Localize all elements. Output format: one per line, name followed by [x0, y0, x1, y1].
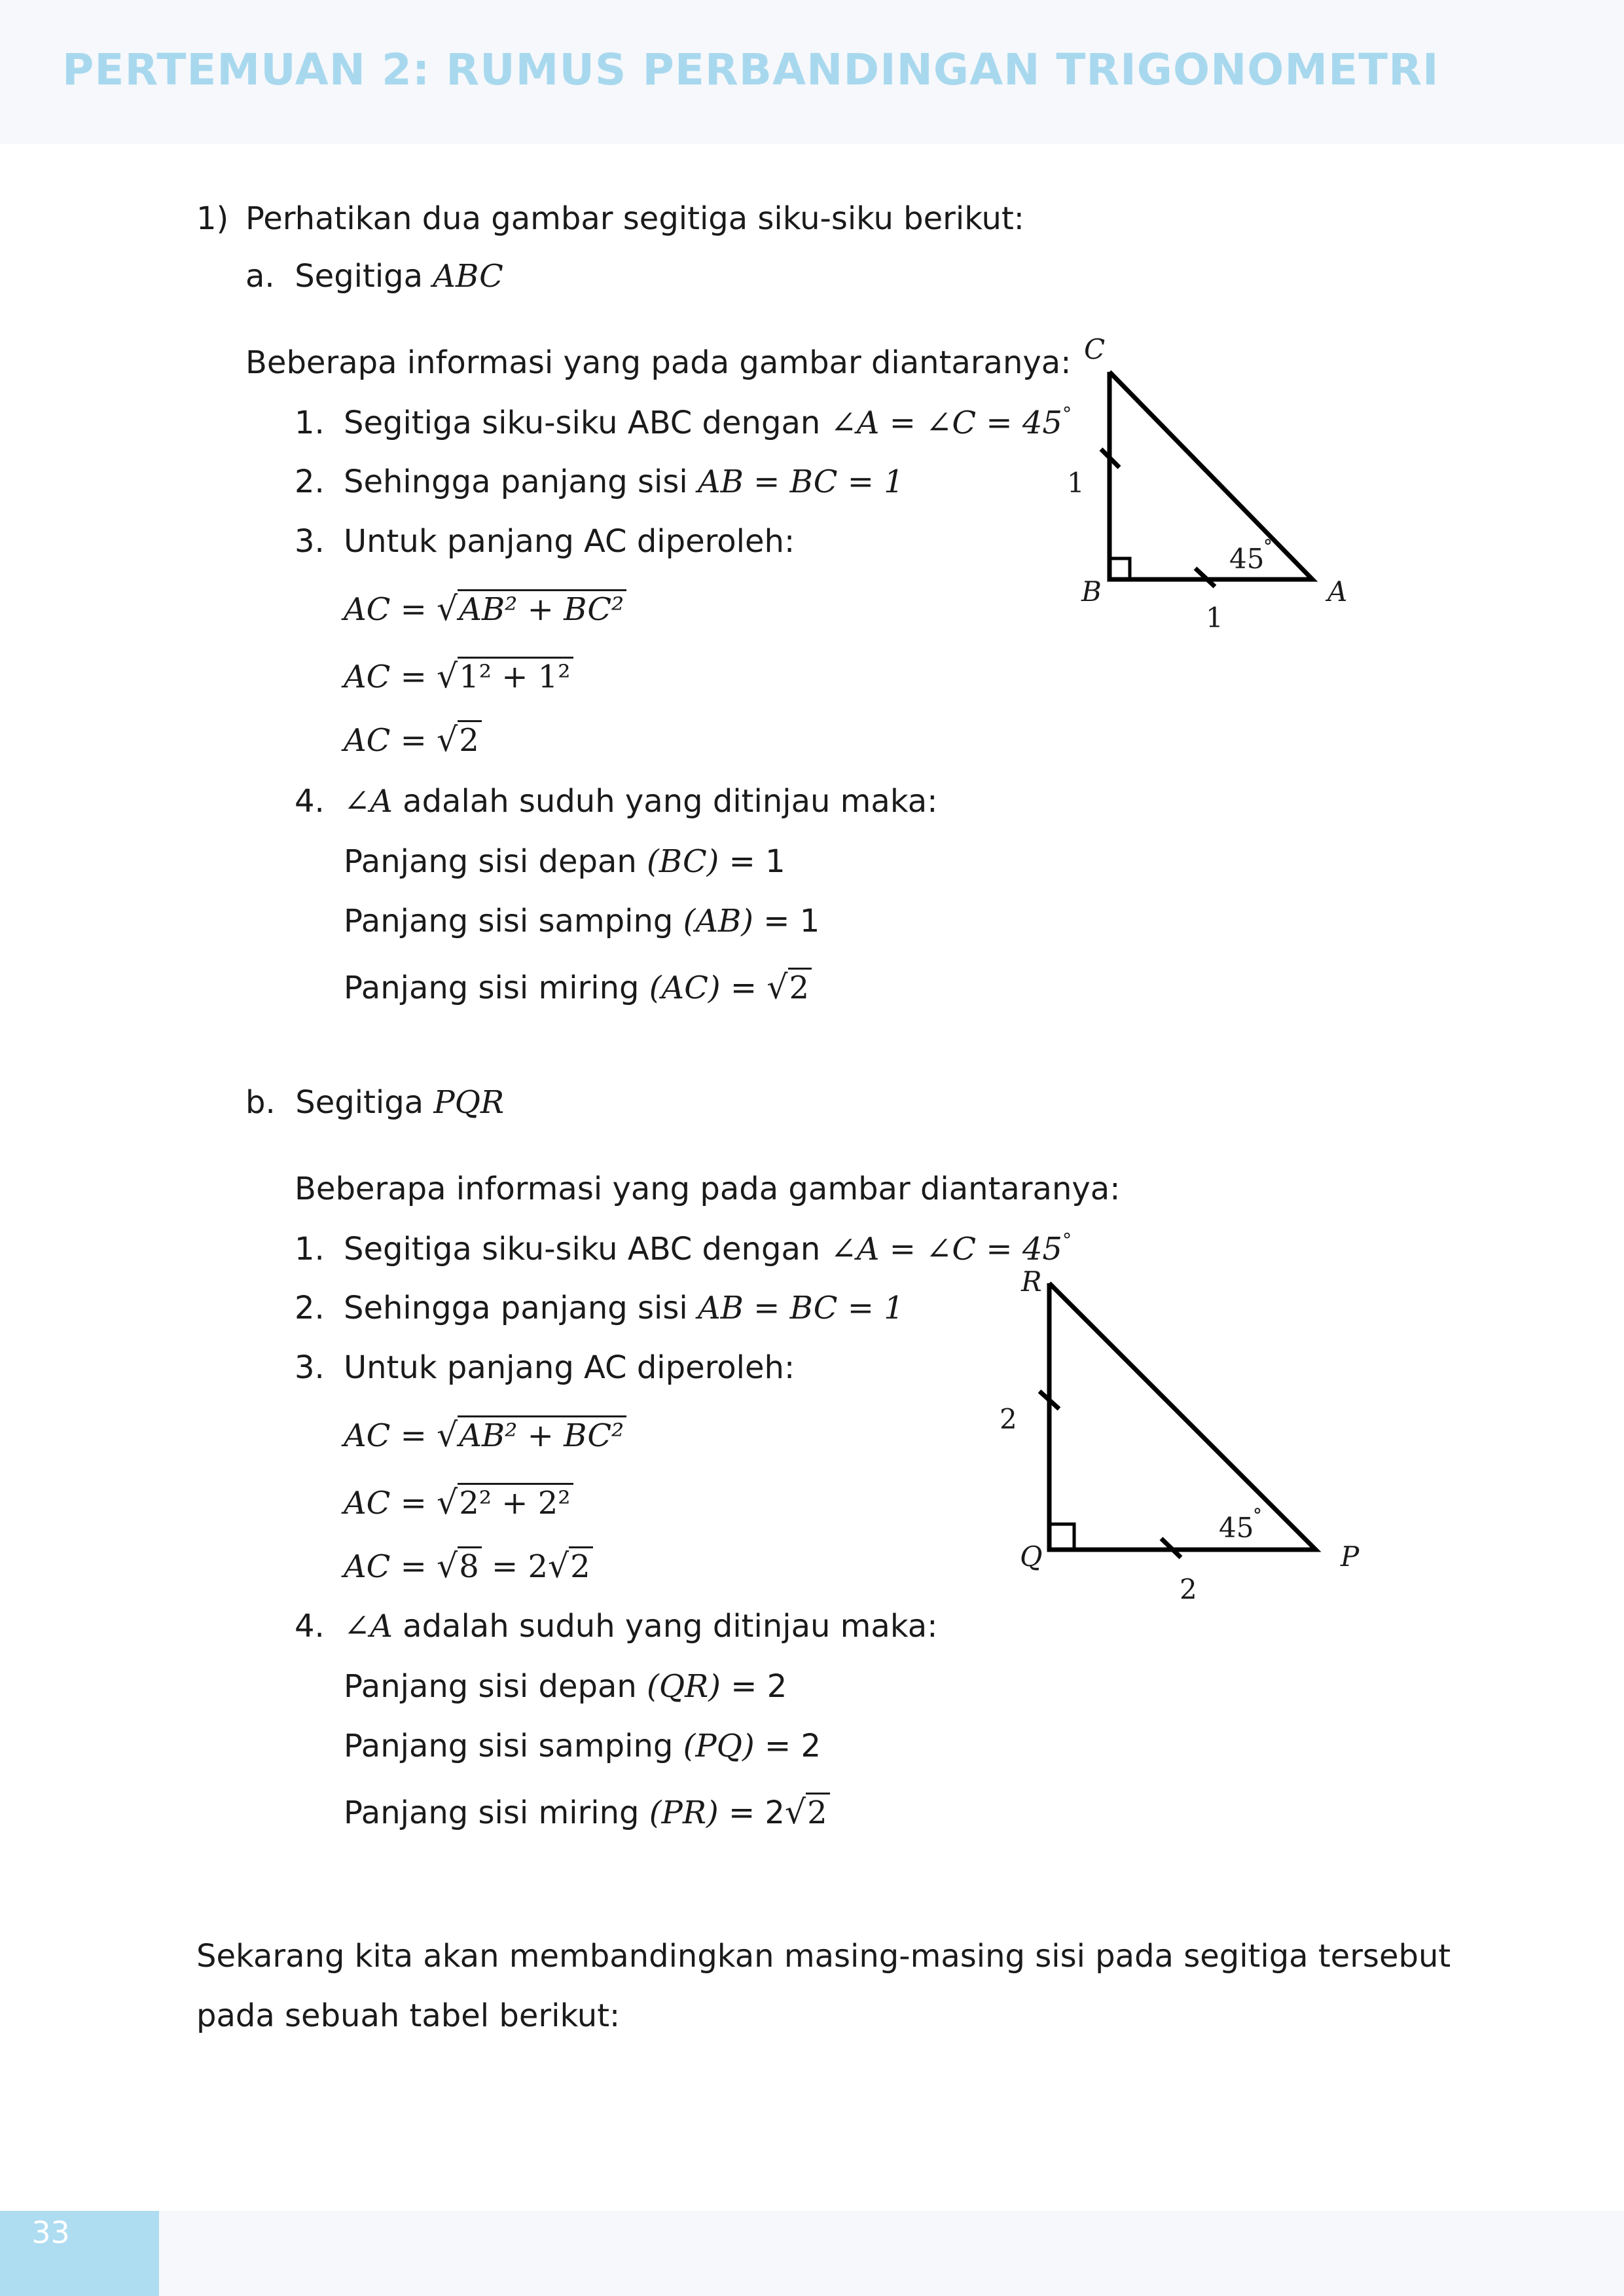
page-number: 33	[31, 2215, 70, 2250]
part-a-item-1-number: 1.	[295, 405, 325, 441]
angle-symbol: ∠A	[344, 1608, 393, 1645]
vertex-q-label: Q	[1020, 1540, 1043, 1573]
part-b-equation-3	[344, 1546, 593, 1585]
triangle-pqr-outline	[1049, 1283, 1316, 1550]
part-b-heading	[245, 1084, 505, 1121]
triangle-abc-outline	[1110, 372, 1312, 579]
side-label: Panjang sisi miring	[344, 970, 640, 1006]
right-angle-marker	[1110, 558, 1130, 579]
item-text: Sehingga panjang sisi	[344, 464, 688, 500]
sqrt-sign: √	[437, 657, 458, 695]
page-footer	[0, 2211, 1624, 2296]
side-label: Panjang sisi miring	[344, 1795, 640, 1831]
side-ab-length: 1	[1206, 602, 1223, 634]
equation-middle: = 2	[481, 1548, 549, 1585]
side-equation: AB = BC = 1	[697, 464, 904, 500]
part-a-side-opposite	[344, 843, 785, 880]
part-a-item-3-number: 3.	[295, 523, 325, 560]
part-b-item-4-number: 4.	[295, 1608, 325, 1645]
side-qr-length: 2	[1000, 1403, 1017, 1435]
equals-sign: = 2	[728, 1795, 785, 1831]
part-a-side-hypotenuse	[344, 968, 812, 1004]
sqrt-sign: √	[437, 720, 458, 759]
part-b-item-2	[344, 1292, 904, 1324]
sqrt-sign: √	[437, 1546, 458, 1585]
closing-line-2: pada sebuah tabel berikut:	[196, 1997, 621, 2034]
degree-symbol: °	[1062, 1228, 1072, 1251]
part-b-triangle-name: PQR	[433, 1084, 505, 1121]
item-text: Segitiga siku-siku ABC dengan	[344, 405, 821, 441]
part-a-equation-2	[344, 657, 573, 693]
part-b-equation-2	[344, 1483, 573, 1522]
radicand: 2	[458, 720, 482, 756]
page-title: PERTEMUAN 2: RUMUS PERBANDINGAN TRIGONOMETRI	[62, 45, 1439, 95]
sqrt-sign: √	[548, 1546, 569, 1585]
side-name: (AB)	[683, 903, 753, 939]
part-a-item-4-number: 4.	[295, 783, 325, 820]
degree-symbol: °	[1062, 402, 1072, 425]
vertex-a-label: A	[1327, 575, 1348, 608]
part-a-item-4	[344, 783, 938, 820]
item-text: adalah suduh yang ditinjau maka:	[403, 783, 938, 820]
side-value: = 2	[731, 1668, 787, 1705]
radicand: 2	[569, 1546, 593, 1582]
part-b-item-1-number: 1.	[295, 1231, 325, 1267]
right-angle-marker	[1049, 1524, 1074, 1549]
side-label: Panjang sisi samping	[344, 1728, 674, 1764]
vertex-r-label: R	[1021, 1266, 1042, 1298]
angle-equation: ∠A = ∠C = 45	[830, 405, 1062, 441]
part-a-letter: a.	[245, 258, 275, 295]
side-equation: AB = BC = 1	[697, 1290, 904, 1326]
part-a-triangle-name: ABC	[433, 258, 503, 295]
part-b-item-2-number: 2.	[295, 1290, 325, 1326]
side-name: (QR)	[647, 1668, 721, 1705]
side-name: (AC)	[649, 970, 721, 1006]
part-b-item-3-number: 3.	[295, 1349, 325, 1386]
part-b-item-3: Untuk panjang AC diperoleh:	[344, 1349, 795, 1386]
equation-lhs: AC =	[344, 591, 437, 628]
equation-lhs: AC =	[344, 1417, 437, 1454]
radicand: 2	[788, 968, 812, 1004]
side-value: = 2	[764, 1728, 821, 1764]
angle-p-label: 45	[1219, 1512, 1254, 1544]
degree-symbol: °	[1263, 536, 1272, 557]
side-value: = 1	[763, 903, 820, 939]
part-a-side-adjacent	[344, 905, 820, 937]
side-label: Panjang sisi depan	[344, 843, 637, 880]
radicand: 2² + 2²	[458, 1483, 573, 1519]
part-b-side-hypotenuse	[344, 1793, 830, 1829]
side-name: (PQ)	[683, 1728, 755, 1764]
part-a-equation-1	[344, 589, 626, 628]
vertex-b-label: B	[1081, 575, 1102, 608]
triangle-abc-figure	[1060, 327, 1388, 655]
equals-sign: =	[730, 970, 757, 1006]
sqrt-sign: √	[437, 1415, 458, 1454]
part-a-heading	[245, 258, 503, 295]
side-label: Panjang sisi samping	[344, 903, 674, 939]
side-qp-length: 2	[1180, 1573, 1197, 1605]
part-b-item-4	[344, 1608, 938, 1645]
sqrt-sign: √	[784, 1793, 806, 1831]
triangle-pqr-figure	[982, 1257, 1407, 1624]
angle-equation: ∠A = ∠C = 45	[830, 1231, 1062, 1267]
part-a-label: Segitiga	[295, 258, 424, 295]
question-number: 1)	[196, 200, 229, 237]
sqrt-sign: √	[437, 1483, 458, 1522]
part-a-info: Beberapa informasi yang pada gambar diantaranya:	[245, 344, 1072, 381]
side-label: Panjang sisi depan	[344, 1668, 637, 1705]
vertex-c-label: C	[1084, 333, 1106, 365]
angle-symbol: ∠A	[344, 783, 393, 820]
part-a-item-2	[344, 466, 904, 498]
radicand: AB² + BC²	[458, 589, 626, 625]
closing-line-1: Sekarang kita akan membandingkan masing-masing sisi pada segitiga tersebut	[196, 1938, 1451, 1975]
radicand: 2	[806, 1793, 830, 1829]
part-b-label: Segitiga	[295, 1084, 424, 1121]
side-name: (PR)	[649, 1795, 719, 1831]
degree-symbol: °	[1253, 1504, 1262, 1526]
side-bc-length: 1	[1067, 467, 1085, 499]
question-intro: Perhatikan dua gambar segitiga siku-siku berikut:	[245, 200, 1024, 237]
side-name: (BC)	[647, 843, 719, 880]
part-a-item-3: Untuk panjang AC diperoleh:	[344, 523, 795, 560]
part-b-side-opposite	[344, 1668, 787, 1705]
part-a-equation-3	[344, 720, 482, 759]
equation-lhs: AC =	[344, 659, 437, 695]
part-a-item-2-number: 2.	[295, 464, 325, 500]
part-b-info: Beberapa informasi yang pada gambar diantaranya:	[295, 1171, 1121, 1207]
sqrt-sign: √	[437, 589, 458, 628]
part-a-item-1	[344, 402, 1072, 441]
angle-a-label: 45	[1229, 543, 1265, 575]
part-b-item-1	[344, 1228, 1072, 1267]
part-b-letter: b.	[245, 1084, 276, 1121]
item-text: Segitiga siku-siku ABC dengan	[344, 1231, 821, 1267]
vertex-p-label: P	[1341, 1540, 1360, 1573]
equation-lhs: AC =	[344, 1548, 437, 1585]
radicand: 1² + 1²	[458, 657, 573, 693]
equation-lhs: AC =	[344, 1485, 437, 1522]
item-text: adalah suduh yang ditinjau maka:	[403, 1608, 938, 1645]
part-b-side-adjacent	[344, 1730, 821, 1762]
radicand: AB² + BC²	[458, 1415, 626, 1451]
radicand: 8	[458, 1546, 482, 1582]
side-value: = 1	[729, 843, 785, 880]
item-text: Sehingga panjang sisi	[344, 1290, 688, 1326]
part-b-equation-1	[344, 1415, 626, 1454]
page-header	[0, 0, 1624, 144]
sqrt-sign: √	[767, 968, 788, 1006]
equation-lhs: AC =	[344, 722, 437, 759]
